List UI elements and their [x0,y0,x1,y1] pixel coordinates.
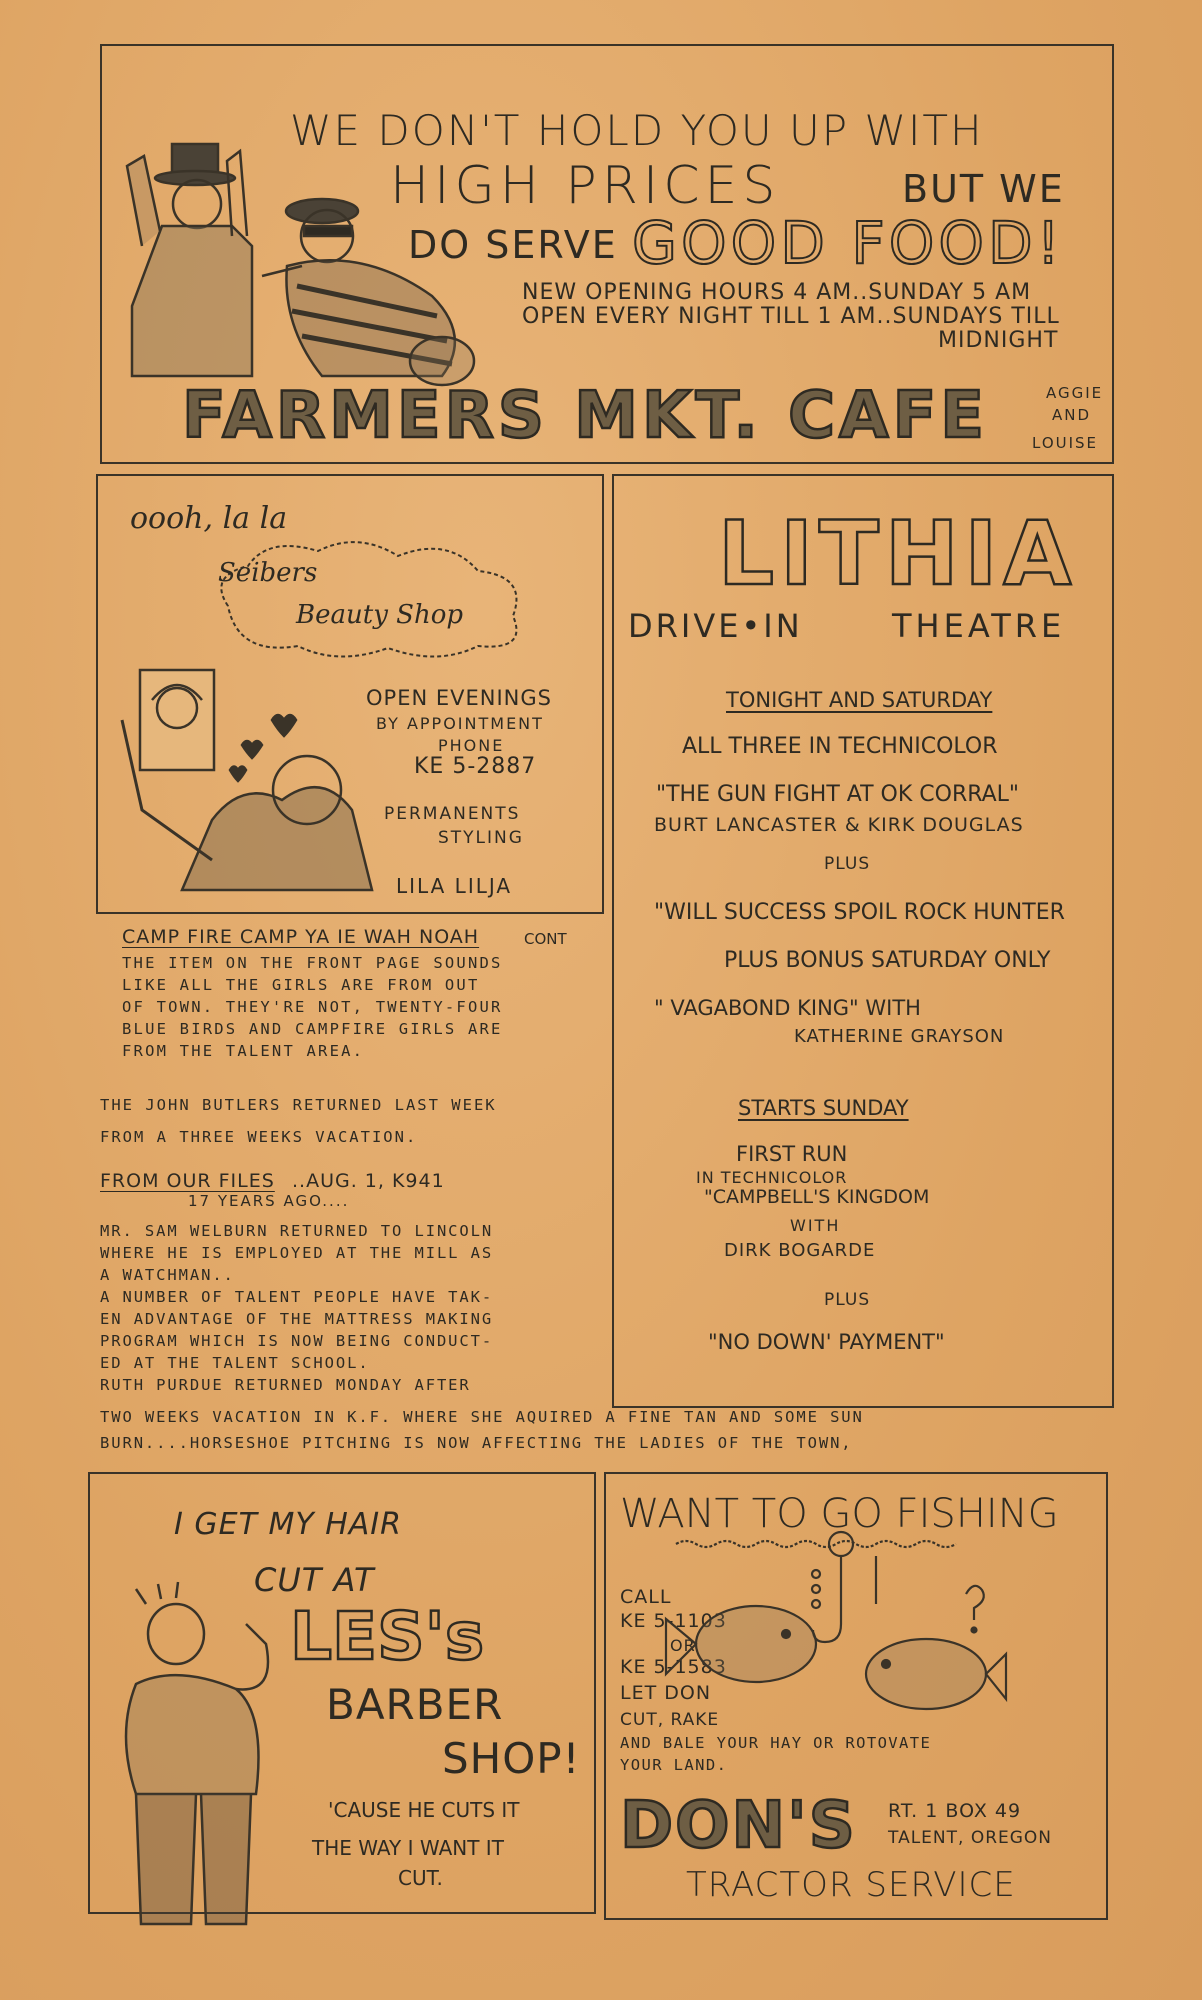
phone-2: KE 5-1583 [620,1656,727,1678]
camp-fire-cont: CONT [524,930,567,948]
hours-line1: NEW OPENING HOURS 4 AM..SUNDAY 5 AM [522,280,1032,305]
theatre-ad [612,474,1114,1408]
man-scratching-head-illustration [106,1584,306,1944]
or-label: OR [670,1636,696,1655]
camp-body-4: FROM THE TALENT AREA. [122,1042,365,1060]
headline-good-food: GOOD FOOD! [632,209,1064,277]
your-land: YOUR LAND. [620,1756,728,1774]
barber-quote3: CUT. [398,1866,443,1890]
camp-body-2: OF TOWN. THEY'RE NOT, TWENTY-FOUR [122,998,503,1016]
barber-quote2: THE WAY I WANT IT [312,1836,504,1860]
bale-hay: AND BALE YOUR HAY OR ROTOVATE [620,1734,932,1752]
files-body-4: EN ADVANTAGE OF THE MATTRESS MAKING [100,1310,494,1328]
files-ago: 17 YEARS AGO.... [188,1192,350,1210]
shop-name-seibers: Seibers [218,558,318,588]
barber-les: LES's [290,1598,485,1675]
with-label: WITH [790,1216,841,1235]
barber-line4: SHOP! [442,1734,581,1783]
all-three-technicolor: ALL THREE IN TECHNICOLOR [682,734,998,759]
services: CUT, RAKE [620,1710,720,1730]
fishing-headline: WANT TO GO FISHING [620,1491,1059,1537]
service-permanents: PERMANENTS [384,804,521,824]
phone-label: PHONE [438,736,505,755]
film-no-down-payment: "NO DOWN' PAYMENT" [708,1330,945,1354]
shop-name-beauty: Beauty Shop [296,600,463,630]
film-vagabond-king: " VAGABOND KING" WITH [654,996,921,1020]
film-rock-hunter: "WILL SUCCESS SPOIL ROCK HUNTER [654,900,1065,925]
theatre-name: LITHIA [718,502,1078,605]
plus-bonus: PLUS BONUS SATURDAY ONLY [724,948,1051,973]
plus-2: PLUS [824,1290,871,1310]
dons-name: DON'S [620,1789,857,1863]
barber-line2: CUT AT [254,1561,375,1599]
film-campbells-kingdom: "CAMPBELL'S KINGDOM [704,1186,930,1208]
camp-body-1: LIKE ALL THE GIRLS ARE FROM OUT [122,976,480,994]
phone-1: KE 5-1103 [620,1610,727,1632]
phone-number: KE 5-2887 [414,754,537,779]
film-gun-fight: "THE GUN FIGHT AT OK CORRAL" [656,782,1020,807]
owners-louise: LOUISE [1032,434,1099,452]
headline-line1: WE DON'T HOLD YOU UP WITH [290,106,984,155]
service-styling: STYLING [438,828,524,848]
files-body-5: PROGRAM WHICH IS NOW BEING CONDUCT- [100,1332,494,1350]
headline-but-we: BUT WE [902,167,1065,211]
files-body-0: MR. SAM WELBURN RETURNED TO LINCOLN [100,1222,494,1240]
butlers-0: THE JOHN BUTLERS RETURNED LAST WEEK [100,1096,497,1114]
camp-body-0: THE ITEM ON THE FRONT PAGE SOUNDS [122,954,503,972]
butlers-1: FROM A THREE WEEKS VACATION. [100,1128,418,1146]
let-don: LET DON [620,1682,712,1704]
film-campbells-cast: DIRK BOGARDE [724,1240,876,1261]
owners-and: AND [1052,406,1092,424]
wide-line-2: BURN....HORSESHOE PITCHING IS NOW AFFECTING THE LADIES OF THE TOWN, [100,1434,853,1452]
starts-sunday: STARTS SUNDAY [738,1096,909,1120]
files-body-3: A NUMBER OF TALENT PEOPLE HAVE TAK- [100,1288,494,1306]
camp-fire-heading: CAMP FIRE CAMP YA IE WAH NOAH [122,926,480,948]
files-heading: FROM OUR FILES [100,1170,275,1192]
beauty-shop-ad [96,474,604,914]
tractor-service-ad [604,1472,1108,1920]
beauty-intro: oooh, la la [130,501,288,536]
owners-aggie: AGGIE [1046,384,1104,402]
hours-line2: OPEN EVERY NIGHT TILL 1 AM..SUNDAYS TILL [522,304,1060,329]
files-body-1: WHERE HE IS EMPLOYED AT THE MILL AS [100,1244,494,1262]
tonight-and-saturday: TONIGHT AND SATURDAY [726,688,993,712]
camp-body-3: BLUE BIRDS AND CAMPFIRE GIRLS ARE [122,1020,503,1038]
film-vagabond-cast: KATHERINE GRAYSON [794,1026,1005,1047]
fish-and-hook-illustration [666,1534,1006,1714]
in-technicolor: IN TECHNICOLOR [696,1168,848,1187]
barber-shop-ad [88,1472,596,1914]
farmers-cafe-ad [100,44,1114,464]
cafe-name: FARMERS MKT. CAFE [182,379,988,453]
barber-line1: I GET MY HAIR [174,1507,402,1542]
headline-do-serve: DO SERVE [408,223,618,267]
files-date: ..AUG. 1, K941 [292,1170,445,1192]
barber-quote1: 'CAUSE HE CUTS IT [328,1798,520,1822]
call-label: CALL [620,1586,672,1608]
headline-high-prices: HIGH PRICES [390,156,781,216]
wide-line-1: TWO WEEKS VACATION IN K.F. WHERE SHE AQUIRED A FINE TAN AND SOME SUN [100,1408,864,1426]
film-gun-fight-cast: BURT LANCASTER & KIRK DOUGLAS [654,814,1024,836]
address-line1: RT. 1 BOX 49 [888,1800,1022,1822]
hours-line3: MIDNIGHT [938,328,1059,353]
address-line2: TALENT, OREGON [888,1828,1053,1848]
theatre-label: THEATRE [892,607,1066,645]
files-body-7: RUTH PURDUE RETURNED MONDAY AFTER [100,1376,471,1394]
first-run: FIRST RUN [736,1142,848,1166]
files-body-6: ED AT THE TALENT SCHOOL. [100,1354,370,1372]
plus-1: PLUS [824,854,871,874]
open-evenings: OPEN EVENINGS [366,686,552,710]
tractor-service: TRACTOR SERVICE [686,1865,1016,1905]
couple-kissing-illustration [122,660,382,910]
by-appointment: BY APPOINTMENT [376,714,544,733]
files-body-2: A WATCHMAN.. [100,1266,235,1284]
owner-name: LILA LILJA [396,874,513,898]
drive-in-label: DRIVE•IN [628,607,803,645]
barber-line3: BARBER [326,1680,504,1729]
